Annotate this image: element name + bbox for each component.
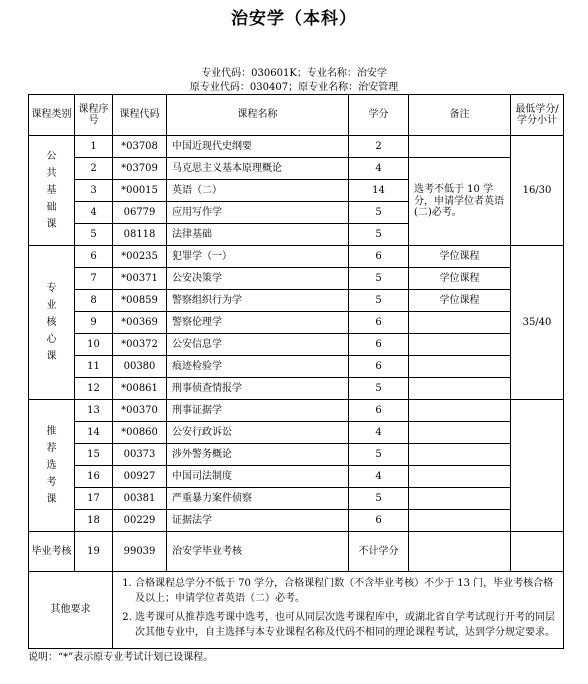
- course-credit: 14: [349, 180, 409, 202]
- course-note: [409, 356, 511, 378]
- other-requirements-text: [113, 572, 564, 649]
- other-requirements-label: 其他要求: [29, 572, 113, 649]
- course-name: 刑事侦查情报学: [167, 378, 349, 400]
- other-requirements-row: [29, 572, 564, 649]
- course-credit: 6: [349, 334, 409, 356]
- course-credit: 4: [349, 422, 409, 444]
- note-cell: [409, 136, 511, 158]
- course-name: 严重暴力案件侦察: [167, 488, 349, 510]
- course-code: *00235: [113, 246, 167, 268]
- major-code-line: 专业代码：030601K；专业名称：治安学: [201, 68, 387, 79]
- course-note: [409, 510, 511, 532]
- course-seq: 1: [75, 136, 113, 158]
- graduation-seq: 19: [75, 532, 113, 572]
- course-code: *00861: [113, 378, 167, 400]
- course-seq: 13: [75, 400, 113, 422]
- course-row: [29, 290, 564, 312]
- course-seq: 16: [75, 466, 113, 488]
- course-note: [409, 312, 511, 334]
- course-credit: 4: [349, 158, 409, 180]
- header-code: 课程代码: [113, 95, 167, 136]
- course-table: [28, 94, 564, 649]
- course-row: [29, 356, 564, 378]
- course-code: 00373: [113, 444, 167, 466]
- group-note: 选考不低于 10 学分，申请学位者英语(二)必考。: [409, 158, 511, 246]
- former-major-code-line: 原专业代码：030407；原专业名称：治安管理: [189, 82, 399, 93]
- course-name: 英语（二）: [167, 180, 349, 202]
- graduation-note: [409, 532, 511, 572]
- course-name: 涉外警务概论: [167, 444, 349, 466]
- course-code: *00372: [113, 334, 167, 356]
- course-credit: 5: [349, 224, 409, 246]
- course-credit: 6: [349, 312, 409, 334]
- other-requirement-item: 2. 选考课可从推荐选考课中选考，也可从同层次选考课程库中，或湖北省自学考试现行开考的同层次其他专业中，自主选择与本专业课程名称及代码不相同的理论课程考试，达到学分规定要求。: [135, 610, 555, 640]
- other-requirement-item: 1. 合格课程总学分不低于 70 学分，合格课程门数（不含毕业考核）不少于 13 门，毕业考核合格及以上；申请学位者英语（二）必考。: [135, 576, 555, 606]
- course-name: 警察伦理学: [167, 312, 349, 334]
- course-credit: 4: [349, 466, 409, 488]
- course-seq: 2: [75, 158, 113, 180]
- course-code: 00229: [113, 510, 167, 532]
- course-code: *03709: [113, 158, 167, 180]
- course-note: 学位课程: [409, 246, 511, 268]
- course-note: [409, 422, 511, 444]
- min-credit-cell: [511, 400, 564, 532]
- course-note: [409, 378, 511, 400]
- other-requirements-list: [117, 576, 555, 640]
- course-row: [29, 334, 564, 356]
- course-code: 00927: [113, 466, 167, 488]
- course-seq: 5: [75, 224, 113, 246]
- course-credit: 5: [349, 268, 409, 290]
- course-seq: 17: [75, 488, 113, 510]
- course-name: 法律基础: [167, 224, 349, 246]
- course-credit: 6: [349, 400, 409, 422]
- course-seq: 3: [75, 180, 113, 202]
- category-label: 推荐选考课: [46, 426, 57, 505]
- course-credit: 5: [349, 202, 409, 224]
- header-note: 备注: [409, 95, 511, 136]
- header-name: 课程名称: [167, 95, 349, 136]
- course-row: [29, 422, 564, 444]
- course-note: 学位课程: [409, 290, 511, 312]
- course-credit: 5: [349, 290, 409, 312]
- course-name: 公安行政诉讼: [167, 422, 349, 444]
- category-label: 公共基础课: [46, 151, 57, 230]
- course-name: 公安决策学: [167, 268, 349, 290]
- course-row: [29, 400, 564, 422]
- course-credit: 6: [349, 246, 409, 268]
- course-note: [409, 444, 511, 466]
- category-cell: [29, 246, 75, 400]
- course-name: 犯罪学（一）: [167, 246, 349, 268]
- course-code: *00015: [113, 180, 167, 202]
- course-note: [409, 400, 511, 422]
- category-cell: [29, 136, 75, 246]
- course-seq: 18: [75, 510, 113, 532]
- graduation-row: [29, 532, 564, 572]
- course-name: 中国近现代史纲要: [167, 136, 349, 158]
- course-credit: 5: [349, 444, 409, 466]
- course-code: *00860: [113, 422, 167, 444]
- course-seq: 6: [75, 246, 113, 268]
- course-row: [29, 444, 564, 466]
- page-title: 治安学（本科）: [231, 9, 357, 29]
- course-seq: 15: [75, 444, 113, 466]
- category-label: 专业核心课: [46, 283, 57, 362]
- course-seq: 14: [75, 422, 113, 444]
- course-name: 公安信息学: [167, 334, 349, 356]
- graduation-category: 毕业考核: [29, 532, 75, 572]
- course-row: [29, 378, 564, 400]
- course-name: 痕迹检验学: [167, 356, 349, 378]
- graduation-min-credit: [511, 532, 564, 572]
- footnote: 说明：“*”表示原专业考试计划已设课程。: [28, 652, 214, 663]
- course-code: *03708: [113, 136, 167, 158]
- course-name: 刑事证据学: [167, 400, 349, 422]
- graduation-name: 治安学毕业考核: [167, 532, 349, 572]
- course-code: 08118: [113, 224, 167, 246]
- course-seq: 4: [75, 202, 113, 224]
- course-name: 证据法学: [167, 510, 349, 532]
- header-min-credit: 最低学分/学分小计: [511, 95, 564, 136]
- course-code: *00859: [113, 290, 167, 312]
- course-row: [29, 246, 564, 268]
- course-seq: 12: [75, 378, 113, 400]
- course-credit: 5: [349, 488, 409, 510]
- course-seq: 10: [75, 334, 113, 356]
- course-code: 00381: [113, 488, 167, 510]
- course-row: [29, 488, 564, 510]
- course-seq: 8: [75, 290, 113, 312]
- graduation-code: 99039: [113, 532, 167, 572]
- course-row: [29, 466, 564, 488]
- course-seq: 7: [75, 268, 113, 290]
- min-credit-cell: 35/40: [511, 246, 564, 400]
- header-credit: 学分: [349, 95, 409, 136]
- course-name: 应用写作学: [167, 202, 349, 224]
- course-credit: 2: [349, 136, 409, 158]
- course-code: 06779: [113, 202, 167, 224]
- course-credit: 5: [349, 378, 409, 400]
- header-category: 课程类别: [29, 95, 75, 136]
- graduation-credit: 不计学分: [349, 532, 409, 572]
- course-name: 中国司法制度: [167, 466, 349, 488]
- course-code: 00380: [113, 356, 167, 378]
- course-note: [409, 466, 511, 488]
- course-row: [29, 136, 564, 158]
- course-code: *00369: [113, 312, 167, 334]
- course-seq: 11: [75, 356, 113, 378]
- course-code: *00371: [113, 268, 167, 290]
- course-row: [29, 510, 564, 532]
- course-note: [409, 488, 511, 510]
- course-name: 马克思主义基本原理概论: [167, 158, 349, 180]
- course-name: 警察组织行为学: [167, 290, 349, 312]
- course-credit: 6: [349, 356, 409, 378]
- course-row: [29, 158, 564, 180]
- course-seq: 9: [75, 312, 113, 334]
- course-credit: 6: [349, 510, 409, 532]
- course-row: [29, 312, 564, 334]
- min-credit-cell: 16/30: [511, 136, 564, 246]
- course-note: [409, 334, 511, 356]
- category-cell: [29, 400, 75, 532]
- header-seq: 课程序号: [75, 95, 113, 136]
- course-note: 学位课程: [409, 268, 511, 290]
- course-code: *00370: [113, 400, 167, 422]
- course-row: [29, 268, 564, 290]
